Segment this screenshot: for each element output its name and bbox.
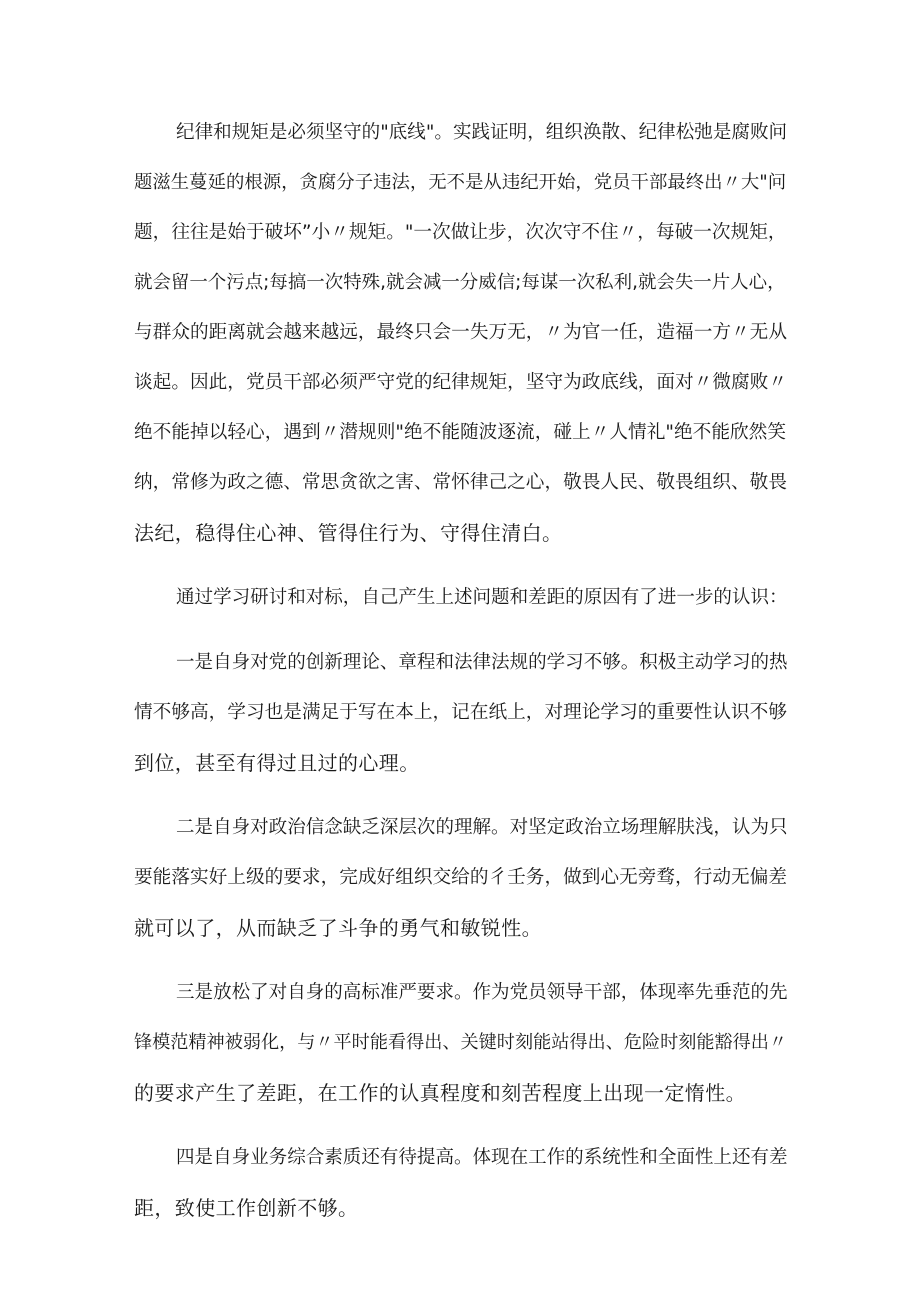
text-line: 就可以了，从而缺乏了斗争的勇气和敏锐性。 xyxy=(134,916,542,940)
text-line: 二是自身对政治信念缺乏深层次的理解。对坚定政治立场理解肤浅，认为只 xyxy=(176,817,788,838)
text-line: 情不够高，学习也是满足于写在本上，记在纸上，对理论学习的重要性认识不够 xyxy=(134,702,787,723)
text-line: 绝不能掉以轻心，遇到〃潜规则"绝不能随波逐流，碰上〃人情礼"绝不能欣然笑 xyxy=(134,422,787,443)
text-line: 就会留一个污点;每搞一次特殊,就会减一分威信;每谋一次私利,就会失一片人心， xyxy=(134,272,786,293)
text-line: 题滋生蔓延的根源，贪腐分子违法，无不是从违纪开始，党员干部最终出〃大"问 xyxy=(134,172,787,193)
text-line: 距，致使工作创新不够。 xyxy=(134,1196,359,1220)
text-line: 法纪，稳得住心神、管得住行为、守得住清白。 xyxy=(134,521,563,545)
text-line: 纳，常修为政之德、常思贪欲之害、常怀律己之心，敬畏人民、敬畏组织、敬畏 xyxy=(134,472,787,493)
text-line: 谈起。因此，党员干部必须严守党的纪律规矩，坚守为政底线，面对〃微腐败〃 xyxy=(134,372,787,393)
text-line: 三是放松了对自身的高标准严要求。作为党员领导干部，体现率先垂范的先 xyxy=(176,982,788,1003)
text-line: 要能落实好上级的要求，完成好组织交给的彳壬务，做到心无旁骛，行动无偏差 xyxy=(134,867,787,888)
text-line: 一是自身对党的创新理论、章程和法律法规的学习不够。积极主动学习的热 xyxy=(176,652,788,673)
text-line: 纪律和规矩是必须坚守的"底线"。实践证明，组织涣散、纪律松弛是腐败问 xyxy=(176,122,788,143)
text-line: 到位，甚至有得过且过的心理。 xyxy=(134,751,420,775)
text-line: 四是自身业务综合素质还有待提高。体现在工作的系统性和全面性上还有差 xyxy=(176,1147,788,1168)
text-line: 锋模范精神被弱化，与〃平时能看得出、关键时刻能站得出、危险时刻能豁得出〃 xyxy=(134,1032,788,1053)
text-line: 通过学习研讨和对标，自己产生上述问题和差距的原因有了进一步的认识： xyxy=(176,587,788,608)
text-line: 题，往往是始于破坏”小〃规矩。"一次做让步，次次守不住〃，每破一次规矩， xyxy=(134,222,787,243)
text-line: 的要求产生了差距，在工作的认真程度和刻苦程度上出现一定惰性。 xyxy=(134,1081,746,1105)
text-line: 与群众的距离就会越来越远，最终只会一失万无，〃为官一任，造福一方〃无从 xyxy=(134,322,787,343)
